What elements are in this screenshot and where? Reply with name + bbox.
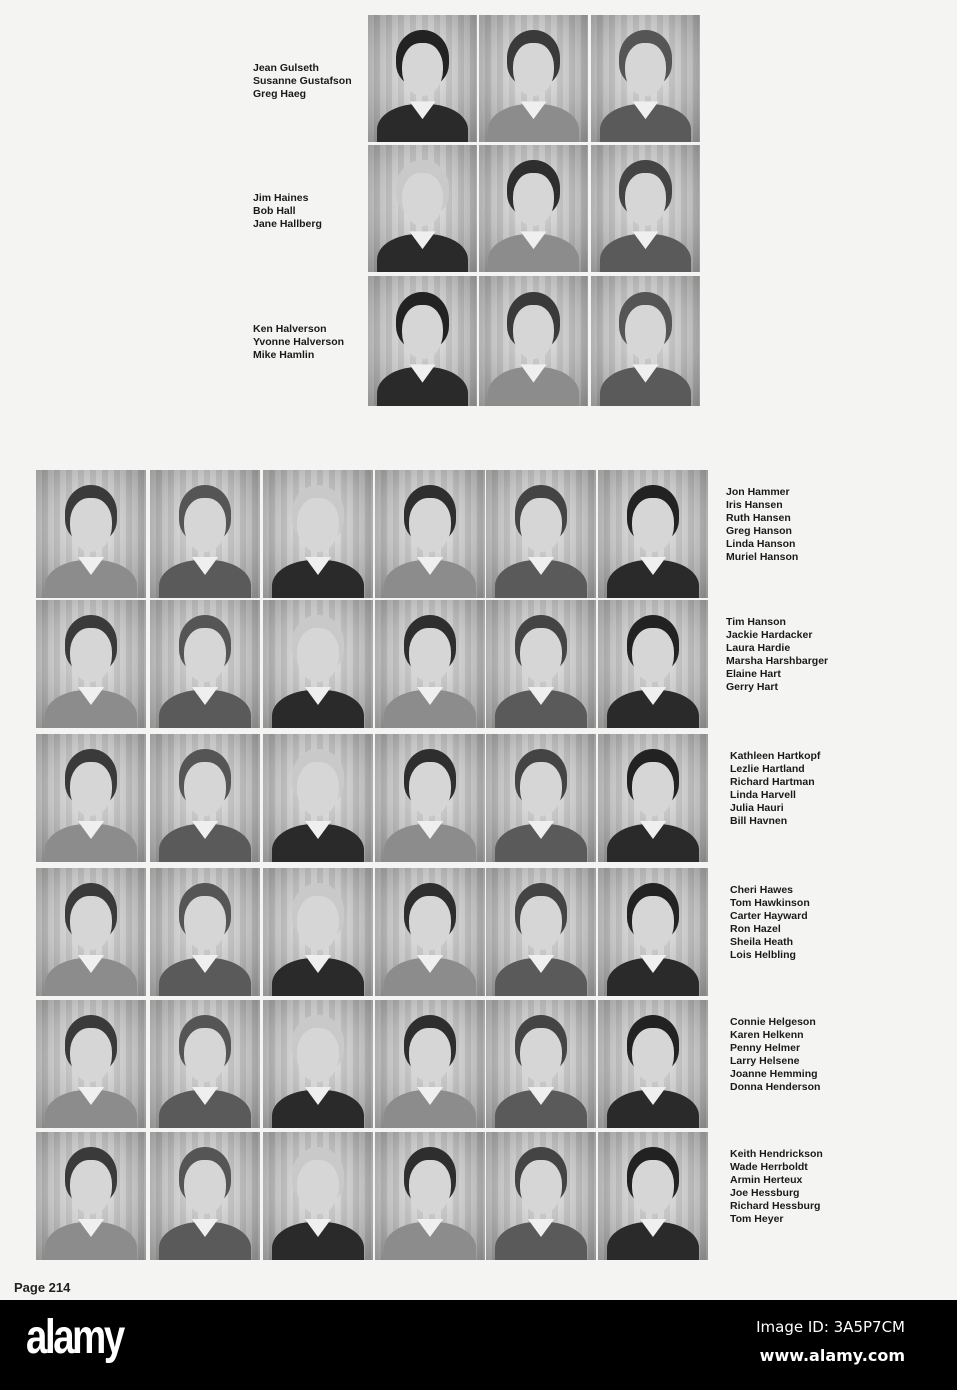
student-photo (36, 600, 146, 728)
student-photo (591, 276, 700, 406)
student-name: Marsha Harshbarger (726, 655, 829, 667)
student-name: Connie Helgeson (730, 1016, 816, 1028)
student-photo (150, 600, 260, 728)
name-caption (253, 62, 352, 101)
name-caption (730, 750, 820, 828)
student-photo (375, 734, 485, 862)
student-name: Mike Hamlin (253, 349, 315, 361)
student-photo (598, 734, 708, 862)
student-photo (263, 1132, 373, 1260)
student-name: Ken Halverson (253, 323, 327, 335)
image-id: Image ID: 3A5P7CM (756, 1318, 905, 1336)
student-photo (150, 868, 260, 996)
student-name: Sheila Heath (730, 936, 794, 948)
student-name: Bill Havnen (730, 815, 788, 827)
watermark-footer (0, 1300, 957, 1390)
student-name: Ron Hazel (730, 923, 781, 935)
student-name: Keith Hendrickson (730, 1148, 823, 1160)
student-photo (150, 734, 260, 862)
student-name: Cheri Hawes (730, 884, 794, 896)
name-caption (253, 192, 322, 231)
student-photo (486, 734, 596, 862)
student-photo (598, 600, 708, 728)
student-name: Lezlie Hartland (730, 763, 805, 775)
student-photo (591, 145, 700, 272)
student-photo (375, 868, 485, 996)
website-link[interactable]: www.alamy.com (759, 1346, 905, 1365)
student-photo (263, 470, 373, 598)
student-photo (479, 15, 588, 142)
student-photo (263, 868, 373, 996)
alamy-logo[interactable]: alamy (26, 1311, 123, 1364)
student-name: Greg Hanson (726, 525, 792, 537)
student-name: Jon Hammer (726, 486, 790, 498)
student-name: Susanne Gustafson (253, 75, 352, 87)
student-photo (368, 276, 477, 406)
student-name: Muriel Hanson (726, 551, 799, 563)
student-name: Jane Hallberg (253, 218, 322, 230)
student-name: Linda Hanson (726, 538, 796, 550)
student-photo (598, 1000, 708, 1128)
student-name: Tom Hawkinson (730, 897, 810, 909)
student-name: Armin Herteux (730, 1174, 803, 1186)
student-name: Joanne Hemming (730, 1068, 818, 1080)
student-name: Bob Hall (253, 205, 296, 217)
student-photo (479, 276, 588, 406)
student-photo (375, 1132, 485, 1260)
student-photo (36, 1000, 146, 1128)
student-name: Donna Henderson (730, 1081, 821, 1093)
student-name: Joe Hessburg (730, 1187, 800, 1199)
student-name: Laura Hardie (726, 642, 791, 654)
name-caption (730, 1016, 820, 1094)
student-photo (36, 470, 146, 598)
name-caption (253, 323, 344, 362)
student-name: Jean Gulseth (253, 62, 319, 74)
student-name: Penny Helmer (730, 1042, 801, 1054)
student-photo (263, 1000, 373, 1128)
student-photo (591, 15, 700, 142)
student-photo (36, 868, 146, 996)
student-name: Elaine Hart (726, 668, 781, 680)
student-photo (368, 15, 477, 142)
name-caption (730, 1148, 823, 1226)
student-photo (486, 1132, 596, 1260)
student-name: Wade Herrboldt (730, 1161, 808, 1173)
student-name: Karen Helkenn (730, 1029, 804, 1041)
student-photo (263, 600, 373, 728)
student-photo (479, 145, 588, 272)
student-photo (150, 1000, 260, 1128)
student-photo (368, 145, 477, 272)
student-photo (598, 868, 708, 996)
student-name: Larry Helsene (730, 1055, 800, 1067)
student-photo (598, 1132, 708, 1260)
student-name: Julia Hauri (730, 802, 784, 814)
student-photo (375, 600, 485, 728)
student-photo (486, 600, 596, 728)
student-name: Tom Heyer (730, 1213, 784, 1225)
student-name: Tim Hanson (726, 616, 786, 628)
student-name: Richard Hessburg (730, 1200, 821, 1212)
student-photo (36, 734, 146, 862)
student-name: Jackie Hardacker (726, 629, 813, 641)
student-photo (486, 868, 596, 996)
student-name: Iris Hansen (726, 499, 783, 511)
student-photo (375, 1000, 485, 1128)
student-name: Gerry Hart (726, 681, 778, 693)
student-photo (263, 734, 373, 862)
student-name: Greg Haeg (253, 88, 307, 100)
student-name: Yvonne Halverson (253, 336, 345, 348)
student-photo (36, 1132, 146, 1260)
page-number: Page 214 (14, 1280, 71, 1295)
student-name: Linda Harvell (730, 789, 796, 801)
student-photo (486, 470, 596, 598)
student-name: Kathleen Hartkopf (730, 750, 821, 762)
student-photo (150, 1132, 260, 1260)
student-photo (150, 470, 260, 598)
student-name: Jim Haines (253, 192, 309, 204)
name-caption (730, 884, 810, 962)
student-name: Lois Helbling (730, 949, 796, 961)
student-name: Ruth Hansen (726, 512, 791, 524)
student-photo (375, 470, 485, 598)
name-caption (726, 616, 828, 694)
student-name: Richard Hartman (730, 776, 815, 788)
student-photo (598, 470, 708, 598)
student-photo (486, 1000, 596, 1128)
student-name: Carter Hayward (730, 910, 808, 922)
name-caption (726, 486, 798, 564)
